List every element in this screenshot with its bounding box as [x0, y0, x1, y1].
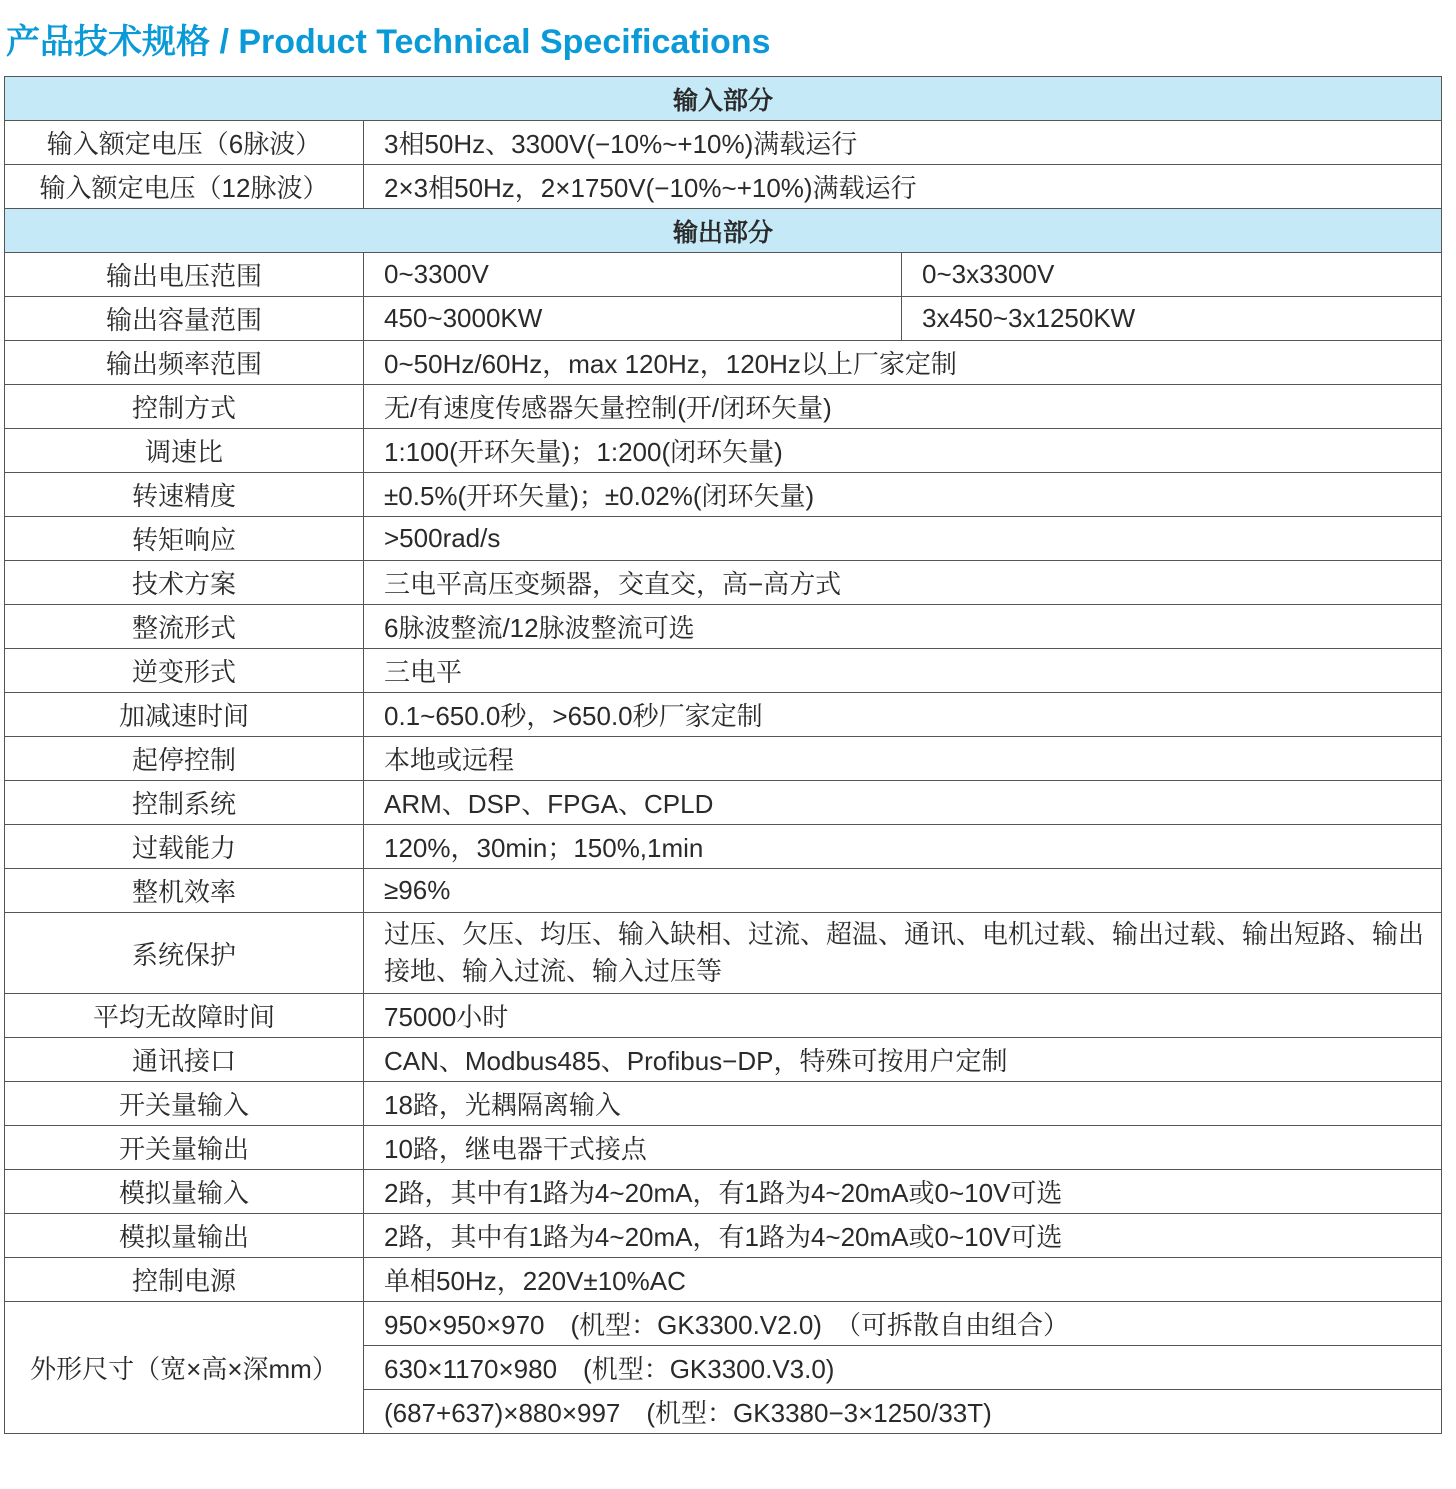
spec-value: 2路，其中有1路为4~20mA，有1路为4~20mA或0~10V可选: [364, 1170, 1442, 1214]
spec-value: 0.1~650.0秒，>650.0秒厂家定制: [364, 693, 1442, 737]
spec-label: 通讯接口: [5, 1038, 364, 1082]
spec-value: 1:100(开环矢量)；1:200(闭环矢量): [364, 429, 1442, 473]
spec-label: 整流形式: [5, 605, 364, 649]
spec-label: 技术方案: [5, 561, 364, 605]
spec-label: 整机效率: [5, 869, 364, 913]
spec-value: CAN、Modbus485、Profibus−DP，特殊可按用户定制: [364, 1038, 1442, 1082]
spec-value: >500rad/s: [364, 517, 1442, 561]
spec-label: 控制系统: [5, 781, 364, 825]
table-row: [5, 737, 1442, 781]
spec-value: 2路，其中有1路为4~20mA，有1路为4~20mA或0~10V可选: [364, 1214, 1442, 1258]
spec-value: 120%，30min；150%,1min: [364, 825, 1442, 869]
spec-value: 三电平: [364, 649, 1442, 693]
table-row: [5, 649, 1442, 693]
table-row: [5, 1126, 1442, 1170]
spec-label: 外形尺寸（宽×高×深mm）: [5, 1302, 364, 1434]
table-row: [5, 1082, 1442, 1126]
spec-value: ±0.5%(开环矢量)；±0.02%(闭环矢量): [364, 473, 1442, 517]
spec-value: 0~3300V: [364, 253, 902, 297]
spec-value: 无/有速度传感器矢量控制(开/闭环矢量): [364, 385, 1442, 429]
table-row: [5, 1214, 1442, 1258]
spec-value: 75000小时: [364, 994, 1442, 1038]
table-row: [5, 297, 1442, 341]
spec-value: ARM、DSP、FPGA、CPLD: [364, 781, 1442, 825]
table-row: [5, 253, 1442, 297]
table-row: [5, 1258, 1442, 1302]
spec-value: 3相50Hz、3300V(−10%~+10%)满载运行: [364, 121, 1442, 165]
page-title: 产品技术规格 / Product Technical Specifications: [6, 23, 771, 61]
spec-value: 过压、欠压、均压、输入缺相、过流、超温、通讯、电机过载、输出过载、输出短路、输出接地、输入过流、输入过压等: [364, 913, 1442, 994]
spec-label: 开关量输入: [5, 1082, 364, 1126]
spec-label: 调速比: [5, 429, 364, 473]
spec-label: 输出电压范围: [5, 253, 364, 297]
spec-value: 本地或远程: [364, 737, 1442, 781]
spec-value: 0~50Hz/60Hz，max 120Hz，120Hz以上厂家定制: [364, 341, 1442, 385]
table-row: [5, 1038, 1442, 1082]
spec-label: 控制方式: [5, 385, 364, 429]
table-row: [5, 1170, 1442, 1214]
section-title: 输出部分: [5, 209, 1442, 253]
spec-label: 过载能力: [5, 825, 364, 869]
spec-table: [4, 76, 1442, 1434]
table-row: [5, 561, 1442, 605]
table-row: [5, 1302, 1442, 1346]
spec-value: 三电平高压变频器，交直交，高−高方式: [364, 561, 1442, 605]
table-row: [5, 994, 1442, 1038]
spec-label: 控制电源: [5, 1258, 364, 1302]
table-row: [5, 341, 1442, 385]
spec-value: 950×950×970 (机型：GK3300.V2.0) （可拆散自由组合）: [364, 1302, 1442, 1346]
spec-label: 起停控制: [5, 737, 364, 781]
spec-label: 逆变形式: [5, 649, 364, 693]
spec-value: ≥96%: [364, 869, 1442, 913]
table-row: [5, 165, 1442, 209]
spec-label: 系统保护: [5, 913, 364, 994]
spec-value: 450~3000KW: [364, 297, 902, 341]
spec-label: 模拟量输入: [5, 1170, 364, 1214]
table-row: [5, 913, 1442, 994]
table-row: [5, 429, 1442, 473]
spec-value: 0~3x3300V: [902, 253, 1442, 297]
spec-value: 3x450~3x1250KW: [902, 297, 1442, 341]
spec-value: 6脉波整流/12脉波整流可选: [364, 605, 1442, 649]
spec-label: 转速精度: [5, 473, 364, 517]
section-title: 输入部分: [5, 77, 1442, 121]
spec-label: 转矩响应: [5, 517, 364, 561]
table-row: [5, 781, 1442, 825]
table-row: [5, 605, 1442, 649]
section-header: [5, 77, 1442, 121]
spec-value: 单相50Hz，220V±10%AC: [364, 1258, 1442, 1302]
table-row: [5, 693, 1442, 737]
section-header: [5, 209, 1442, 253]
spec-label: 输入额定电压（12脉波）: [5, 165, 364, 209]
spec-value: 2×3相50Hz，2×1750V(−10%~+10%)满载运行: [364, 165, 1442, 209]
spec-label: 输出容量范围: [5, 297, 364, 341]
table-row: [5, 869, 1442, 913]
spec-label: 输出频率范围: [5, 341, 364, 385]
spec-value: 18路，光耦隔离输入: [364, 1082, 1442, 1126]
spec-label: 加减速时间: [5, 693, 364, 737]
table-row: [5, 473, 1442, 517]
spec-value: 10路，继电器干式接点: [364, 1126, 1442, 1170]
spec-value: (687+637)×880×997 (机型：GK3380−3×1250/33T): [364, 1390, 1442, 1434]
spec-value: 630×1170×980 (机型：GK3300.V3.0): [364, 1346, 1442, 1390]
spec-label: 输入额定电压（6脉波）: [5, 121, 364, 165]
table-row: [5, 517, 1442, 561]
table-row: [5, 121, 1442, 165]
spec-label: 开关量输出: [5, 1126, 364, 1170]
spec-label: 平均无故障时间: [5, 994, 364, 1038]
table-row: [5, 385, 1442, 429]
table-row: [5, 825, 1442, 869]
spec-label: 模拟量输出: [5, 1214, 364, 1258]
